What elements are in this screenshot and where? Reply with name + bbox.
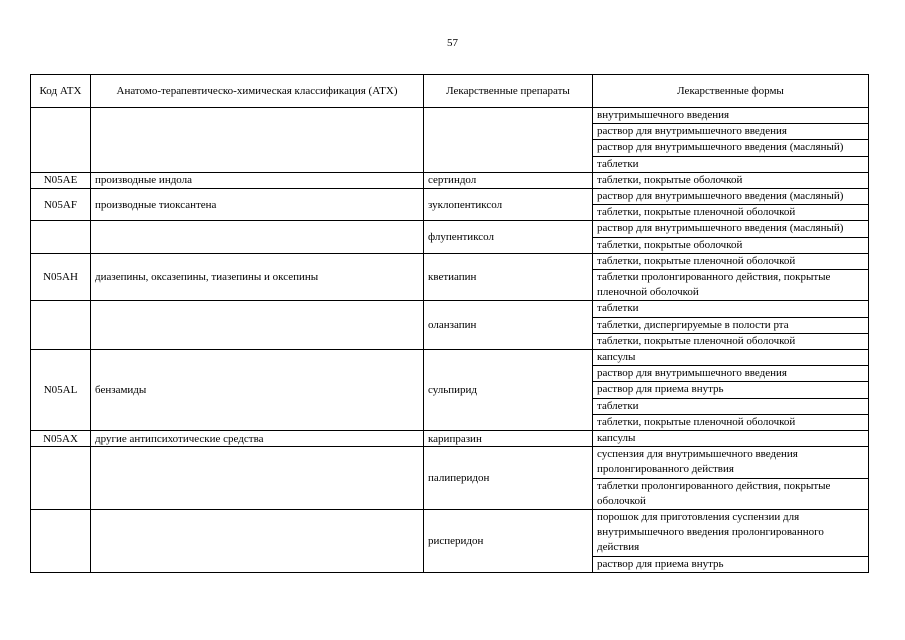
atc-class-cell: другие антипсихотические средства — [91, 431, 424, 447]
header-drugs: Лекарственные препараты — [424, 75, 593, 108]
dosage-form-cell: таблетки пролонгированного действия, покрытые пленочной оболочкой — [593, 270, 869, 301]
header-atc-code: Код АТХ — [31, 75, 91, 108]
atc-code-cell — [31, 447, 91, 510]
drug-name-cell — [424, 108, 593, 173]
atc-class-cell: производные тиоксантена — [91, 189, 424, 221]
atc-code-cell: N05AX — [31, 431, 91, 447]
table-row — [31, 172, 869, 188]
table-row — [31, 431, 869, 447]
dosage-form-cell: внутримышечного введения — [593, 108, 869, 124]
drug-name-cell: оланзапин — [424, 301, 593, 350]
dosage-form-cell: раствор для внутримышечного введения (масляный) — [593, 140, 869, 156]
atc-code-cell: N05AH — [31, 253, 91, 301]
dosage-form-cell: раствор для внутримышечного введения (масляный) — [593, 189, 869, 205]
dosage-form-cell: таблетки — [593, 301, 869, 317]
dosage-form-cell: таблетки — [593, 398, 869, 414]
dosage-form-cell: капсулы — [593, 350, 869, 366]
drug-name-cell: палиперидон — [424, 447, 593, 510]
drug-name-cell: рисперидон — [424, 510, 593, 573]
atc-class-cell — [91, 108, 424, 173]
table-body — [31, 108, 869, 573]
atc-class-cell — [91, 447, 424, 510]
atc-code-cell: N05AE — [31, 172, 91, 188]
drug-name-cell: карипразин — [424, 431, 593, 447]
dosage-form-cell: таблетки пролонгированного действия, покрытые оболочкой — [593, 478, 869, 509]
dosage-form-cell: капсулы — [593, 431, 869, 447]
atc-code-cell: N05AF — [31, 189, 91, 221]
table-row — [31, 189, 869, 205]
atc-class-cell: бензамиды — [91, 350, 424, 431]
atc-class-cell — [91, 301, 424, 350]
page-number: 57 — [447, 37, 458, 49]
atc-drug-table — [30, 74, 869, 573]
atc-code-cell: N05AL — [31, 350, 91, 431]
table-row — [31, 301, 869, 317]
atc-class-cell: диазепины, оксазепины, тиазепины и оксепины — [91, 253, 424, 301]
table-row — [31, 221, 869, 237]
atc-code-cell — [31, 510, 91, 573]
atc-class-cell — [91, 510, 424, 573]
dosage-form-cell: таблетки, покрытые оболочкой — [593, 237, 869, 253]
dosage-form-cell: таблетки, покрытые пленочной оболочкой — [593, 205, 869, 221]
atc-class-cell — [91, 221, 424, 253]
dosage-form-cell: таблетки, покрытые пленочной оболочкой — [593, 414, 869, 430]
dosage-form-cell: раствор для внутримышечного введения — [593, 124, 869, 140]
dosage-form-cell: таблетки, покрытые оболочкой — [593, 172, 869, 188]
table-row — [31, 253, 869, 269]
table-row — [31, 447, 869, 478]
atc-class-cell: производные индола — [91, 172, 424, 188]
table-header-row — [31, 75, 869, 108]
dosage-form-cell: суспензия для внутримышечного введения пролонгированного действия — [593, 447, 869, 478]
header-dosage-forms: Лекарственные формы — [593, 75, 869, 108]
table-row — [31, 350, 869, 366]
dosage-form-cell: раствор для приема внутрь — [593, 556, 869, 572]
dosage-form-cell: раствор для внутримышечного введения (масляный) — [593, 221, 869, 237]
drug-name-cell: сульпирид — [424, 350, 593, 431]
dosage-form-cell: таблетки, покрытые пленочной оболочкой — [593, 333, 869, 349]
atc-code-cell — [31, 301, 91, 350]
dosage-form-cell: раствор для приема внутрь — [593, 382, 869, 398]
drug-name-cell: флупентиксол — [424, 221, 593, 253]
atc-code-cell — [31, 221, 91, 253]
drug-name-cell: кветиапин — [424, 253, 593, 301]
dosage-form-cell: таблетки, покрытые пленочной оболочкой — [593, 253, 869, 269]
header-atc-classification: Анатомо-терапевтическо-химическая классификация (АТХ) — [91, 75, 424, 108]
dosage-form-cell: таблетки — [593, 156, 869, 172]
dosage-form-cell: раствор для внутримышечного введения — [593, 366, 869, 382]
dosage-form-cell: таблетки, диспергируемые в полости рта — [593, 317, 869, 333]
atc-code-cell — [31, 108, 91, 173]
drug-name-cell: сертиндол — [424, 172, 593, 188]
drug-name-cell: зуклопентиксол — [424, 189, 593, 221]
dosage-form-cell: порошок для приготовления суспензии для внутримышечного введения пролонгированного действия — [593, 510, 869, 557]
table-row — [31, 108, 869, 124]
table-row — [31, 510, 869, 557]
